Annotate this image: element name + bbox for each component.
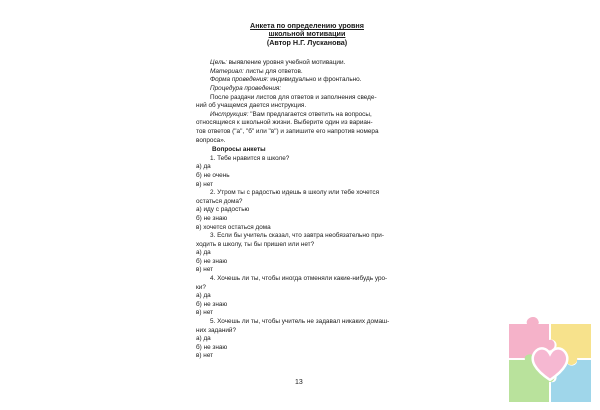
- question-3: [196, 232, 410, 275]
- question-text-continued: них заданий?: [196, 326, 237, 334]
- question-text: 3. Если бы учитель сказал, что завтра необязательно при-: [210, 232, 384, 240]
- question-text: 5. Хочешь ли ты, чтобы учитель не задавал никаких домаш-: [210, 318, 390, 326]
- procedure-line: [196, 85, 410, 94]
- question-4: [196, 275, 410, 318]
- answer-option: б) не знаю: [196, 257, 228, 265]
- answer-option: в) нет: [196, 266, 214, 274]
- answer-option: в) нет: [196, 309, 214, 317]
- question-text: 4. Хочешь ли ты, чтобы иногда отменяли какие-нибудь уро-: [210, 275, 388, 283]
- intro-paragraph-line-2: ний об учащемся дается инструкция.: [196, 102, 307, 110]
- document-title: [204, 22, 410, 47]
- meta-block: [196, 59, 410, 93]
- title-line-1: Анкета по определению уровня: [250, 21, 364, 30]
- answer-option: б) не знаю: [196, 300, 228, 308]
- instruction-label: Инструкция:: [210, 110, 249, 118]
- section-title: Вопросы анкеты: [212, 146, 266, 154]
- answer-option: б) не знаю: [196, 343, 228, 351]
- instruction-line-3: тов ответов ("а", "б" или "в") и запишите его напротив номера: [196, 127, 379, 135]
- procedure-label: Процедура проведения:: [210, 85, 282, 92]
- title-line-2: школьной мотивации: [268, 29, 346, 39]
- goal-text: выявление уровня учебной мотивации.: [226, 59, 346, 67]
- material-text: листы для ответов.: [243, 67, 303, 75]
- question-text: 2. Утром ты с радостью идешь в школу или тебе хочется: [210, 189, 380, 197]
- question-2: [196, 189, 410, 232]
- question-text-continued: ходить в школу, ты бы пришел или нет?: [196, 240, 315, 248]
- answer-option: в) нет: [196, 352, 214, 360]
- question-text-continued: ки?: [196, 283, 206, 291]
- document-page: [196, 22, 410, 402]
- intro-paragraph-line-1: После раздачи листов для ответов и заполнения сведе-: [210, 93, 377, 101]
- goal-line: [196, 59, 410, 68]
- answer-option: а) да: [196, 163, 211, 171]
- answer-option: б) не знаю: [196, 214, 228, 222]
- answer-option: в) нет: [196, 180, 214, 188]
- answer-option: а) да: [196, 292, 211, 300]
- question-5: [196, 318, 410, 361]
- title-author: (Автор Н.Г. Лусканова): [266, 37, 348, 47]
- instruction-line-2: относящиеся к школьной жизни. Выберите один из вариан-: [196, 119, 373, 127]
- answer-option: б) не очень: [196, 171, 230, 179]
- puzzle-heart-logo-icon: [505, 310, 595, 406]
- answer-option: а) иду с радостью: [196, 206, 250, 214]
- question-text: 1. Тебе нравится в школе?: [210, 154, 290, 162]
- question-text-continued: остаться дома?: [196, 197, 243, 205]
- answer-option: а) да: [196, 335, 211, 343]
- instruction-text-1: "Вам предлагается ответить на вопросы,: [248, 110, 372, 118]
- form-line: [196, 76, 410, 85]
- answer-option: в) хочется остаться дома: [196, 223, 271, 231]
- goal-label: Цель:: [210, 59, 227, 67]
- form-label: Форма проведения:: [210, 76, 269, 84]
- question-1: [196, 155, 410, 189]
- material-label: Материал:: [210, 67, 244, 75]
- instruction-line-4: вопроса».: [196, 136, 226, 144]
- page-number: 13: [295, 379, 303, 386]
- form-text: индивидуально и фронтально.: [268, 76, 362, 84]
- answer-option: а) да: [196, 249, 211, 257]
